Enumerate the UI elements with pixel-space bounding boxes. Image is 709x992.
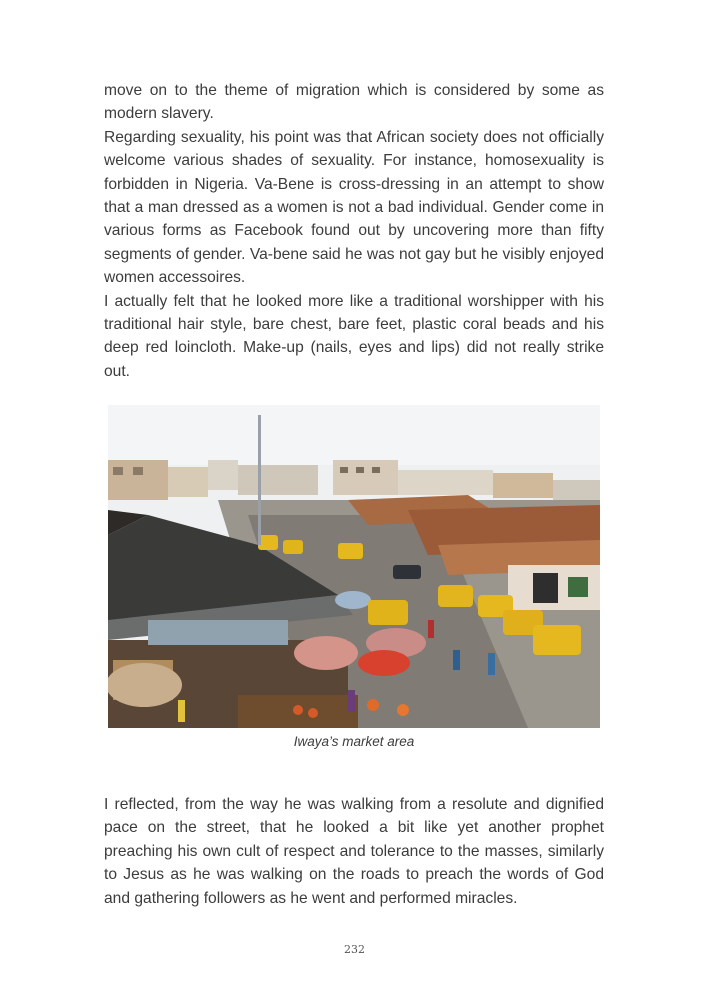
market-photo <box>108 405 600 728</box>
body-text-bottom <box>104 793 604 910</box>
paragraph: move on to the theme of migration which is considered by some as modern slavery. <box>104 82 604 123</box>
paragraph: I reflected, from the way he was walking from a resolute and dignified pace on the street, that he looked a bit like yet another prophet preaching his own cult of respect and tolerance to the masses, similarly to Jesus as he was walking on the roads to preach the words of God and gathering followers as he went and performed miracles. <box>104 796 604 907</box>
paragraph: I actually felt that he looked more like a traditional worshipper with his traditional hair style, bare chest, bare feet, plastic coral beads and his deep red loincloth. Make-up (nails, eyes and lips) did not really strike out. <box>104 292 604 380</box>
figure-caption: Iwaya’s market area <box>293 734 415 749</box>
body-text-top <box>104 79 604 383</box>
paragraph: Regarding sexuality, his point was that African society does not officially welcome various shades of sexuality. For instance, homosexuality is forbidden in Nigeria. Va-Bene is cross-dressing in an attempt to show that a man dressed as a women is not a bad individual. Gender come in various forms as Facebook found out by uncovering more than fifty segments of gender. Va-bene said he was not gay but he visibly enjoyed women accessoires. <box>104 128 604 287</box>
page-number: 232 <box>344 943 365 956</box>
